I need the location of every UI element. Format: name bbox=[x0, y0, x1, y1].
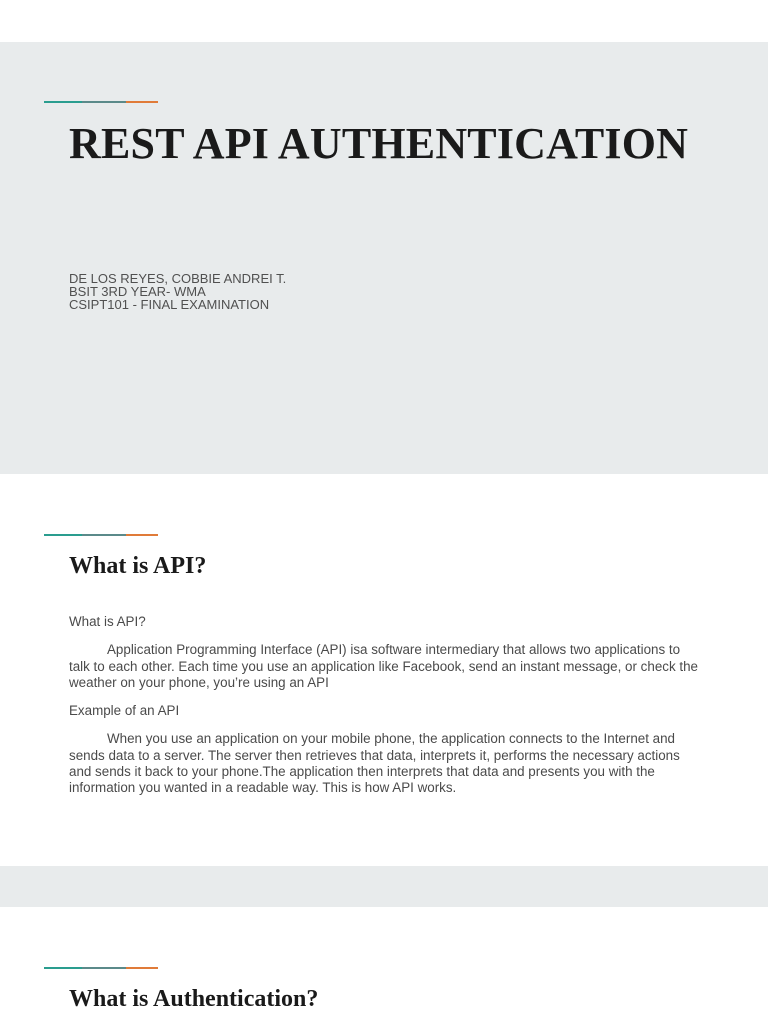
body-paragraph: Application Programming Interface (API) isa software intermediary that allows two applications to talk to each other. Each time you use an application like Facebook, send an instant message, or check the weather on your phone, you’re using an API bbox=[69, 642, 698, 690]
slide-body bbox=[69, 614, 701, 809]
author-info bbox=[69, 272, 286, 311]
author-program: BSIT 3RD YEAR- WMA bbox=[69, 284, 206, 299]
body-paragraph: Example of an API bbox=[69, 703, 180, 719]
slide-separator bbox=[0, 866, 768, 907]
api-slide bbox=[0, 474, 768, 866]
accent-teal-segment bbox=[44, 101, 82, 103]
presentation-title: REST API AUTHENTICATION bbox=[69, 119, 689, 168]
accent-divider bbox=[44, 967, 158, 969]
accent-divider bbox=[44, 534, 158, 536]
accent-slate-segment bbox=[82, 967, 126, 969]
course-exam: CSIPT101 - FINAL EXAMINATION bbox=[69, 297, 270, 312]
accent-orange-segment bbox=[126, 967, 158, 969]
title-slide bbox=[0, 42, 768, 474]
section-heading: What is API? bbox=[69, 553, 207, 579]
section-heading: What is Authentication? bbox=[69, 986, 319, 1012]
body-paragraph: What is API? bbox=[69, 614, 146, 629]
accent-divider bbox=[44, 101, 158, 103]
accent-slate-segment bbox=[82, 101, 126, 103]
accent-orange-segment bbox=[126, 101, 158, 103]
author-name: DE LOS REYES, COBBIE ANDREI T. bbox=[69, 271, 287, 286]
accent-teal-segment bbox=[44, 967, 82, 969]
accent-orange-segment bbox=[126, 534, 158, 536]
accent-slate-segment bbox=[82, 534, 126, 536]
authentication-slide bbox=[0, 907, 768, 1024]
body-paragraph: When you use an application on your mobile phone, the application connects to the Internet and sends data to a server. The server then retrieves that data, interprets it, performs the necessary actions and sends it back to your phone.The application then interprets that data and presents you with the information you wanted in a readable way. This is how API works. bbox=[69, 731, 680, 796]
accent-teal-segment bbox=[44, 534, 82, 536]
